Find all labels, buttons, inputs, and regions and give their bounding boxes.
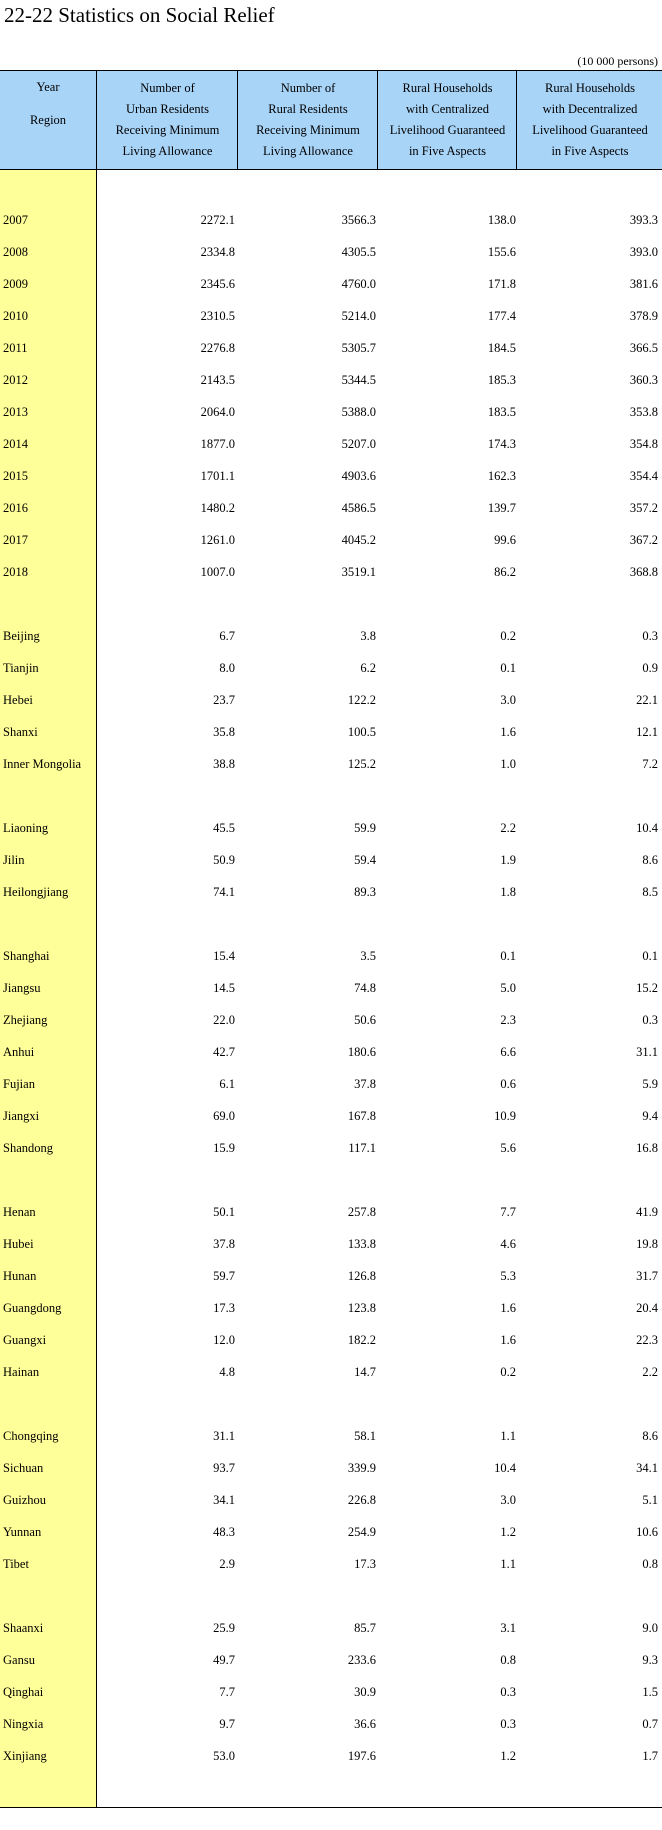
table-row bbox=[0, 1331, 662, 1351]
cell-value: 6.6 bbox=[500, 1045, 516, 1059]
table-row bbox=[0, 531, 662, 551]
table-row bbox=[0, 1523, 662, 1543]
table-row bbox=[0, 1043, 662, 1063]
table-row bbox=[0, 883, 662, 903]
cell-value: 17.3 bbox=[354, 1557, 376, 1571]
cell-value: 125.2 bbox=[347, 757, 376, 771]
cell-value: 8.6 bbox=[642, 853, 658, 867]
row-label: Shaanxi bbox=[3, 1621, 44, 1635]
cell-value: 14.5 bbox=[213, 981, 235, 995]
table-row bbox=[0, 339, 662, 359]
cell-value: 3519.1 bbox=[341, 565, 376, 579]
row-label: 2014 bbox=[3, 437, 28, 451]
cell-value: 4586.5 bbox=[341, 501, 376, 515]
table-row bbox=[0, 1363, 662, 1383]
row-label: Guangxi bbox=[3, 1333, 47, 1347]
cell-value: 19.8 bbox=[636, 1237, 658, 1251]
row-label: Henan bbox=[3, 1205, 36, 1219]
row-label: Shandong bbox=[3, 1141, 53, 1155]
row-label: 2008 bbox=[3, 245, 28, 259]
table-row bbox=[0, 499, 662, 519]
cell-value: 1.2 bbox=[500, 1749, 516, 1763]
statistics-table bbox=[0, 70, 662, 1808]
cell-value: 25.9 bbox=[213, 1621, 235, 1635]
row-label: Anhui bbox=[3, 1045, 35, 1059]
table-bottom-border bbox=[0, 1807, 662, 1808]
header-line: Livelihood Guaranteed bbox=[389, 123, 506, 137]
cell-value: 339.9 bbox=[347, 1461, 376, 1475]
header-region: Region bbox=[29, 112, 67, 127]
cell-value: 89.3 bbox=[354, 885, 376, 899]
cell-value: 0.1 bbox=[500, 661, 516, 675]
cell-value: 2.2 bbox=[500, 821, 516, 835]
cell-value: 42.7 bbox=[213, 1045, 235, 1059]
cell-value: 233.6 bbox=[347, 1653, 376, 1667]
cell-value: 155.6 bbox=[487, 245, 516, 259]
cell-value: 74.1 bbox=[213, 885, 235, 899]
cell-value: 22.3 bbox=[636, 1333, 658, 1347]
cell-value: 86.2 bbox=[494, 565, 516, 579]
table-row bbox=[0, 1747, 662, 1767]
cell-value: 0.3 bbox=[642, 1013, 658, 1027]
cell-value: 2.9 bbox=[219, 1557, 235, 1571]
cell-value: 22.1 bbox=[636, 693, 658, 707]
row-label: 2012 bbox=[3, 373, 28, 387]
cell-value: 49.7 bbox=[213, 1653, 235, 1667]
cell-value: 8.6 bbox=[642, 1429, 658, 1443]
cell-value: 2.3 bbox=[500, 1013, 516, 1027]
cell-value: 4903.6 bbox=[341, 469, 376, 483]
cell-value: 393.0 bbox=[629, 245, 658, 259]
table-row bbox=[0, 1203, 662, 1223]
row-label: 2010 bbox=[3, 309, 28, 323]
table-row bbox=[0, 275, 662, 295]
cell-value: 1.1 bbox=[500, 1557, 516, 1571]
row-label: Shanghai bbox=[3, 949, 50, 963]
cell-value: 354.8 bbox=[629, 437, 658, 451]
cell-value: 167.8 bbox=[347, 1109, 376, 1123]
cell-value: 5207.0 bbox=[341, 437, 376, 451]
row-label: Hubei bbox=[3, 1237, 34, 1251]
cell-value: 9.4 bbox=[642, 1109, 658, 1123]
cell-value: 4760.0 bbox=[341, 277, 376, 291]
cell-value: 99.6 bbox=[494, 533, 516, 547]
cell-value: 117.1 bbox=[348, 1141, 376, 1155]
row-label: Guizhou bbox=[3, 1493, 47, 1507]
cell-value: 226.8 bbox=[347, 1493, 376, 1507]
cell-value: 4.8 bbox=[219, 1365, 235, 1379]
cell-value: 0.1 bbox=[500, 949, 516, 963]
table-row bbox=[0, 403, 662, 423]
cell-value: 393.3 bbox=[629, 213, 658, 227]
table-row bbox=[0, 1555, 662, 1575]
header-year-region bbox=[0, 71, 96, 169]
cell-value: 6.2 bbox=[360, 661, 376, 675]
cell-value: 0.3 bbox=[500, 1717, 516, 1731]
header-line: Number of bbox=[280, 81, 336, 95]
table-row bbox=[0, 1491, 662, 1511]
cell-value: 31.1 bbox=[636, 1045, 658, 1059]
cell-value: 10.9 bbox=[494, 1109, 516, 1123]
row-label: 2009 bbox=[3, 277, 28, 291]
table-row bbox=[0, 467, 662, 487]
cell-value: 10.6 bbox=[636, 1525, 658, 1539]
cell-value: 0.1 bbox=[642, 949, 658, 963]
cell-value: 0.2 bbox=[500, 629, 516, 643]
cell-value: 50.1 bbox=[213, 1205, 235, 1219]
table-row bbox=[0, 1299, 662, 1319]
cell-value: 2334.8 bbox=[200, 245, 235, 259]
cell-value: 2276.8 bbox=[200, 341, 235, 355]
cell-value: 31.1 bbox=[213, 1429, 235, 1443]
cell-value: 0.3 bbox=[500, 1685, 516, 1699]
row-label: Hunan bbox=[3, 1269, 37, 1283]
table-row bbox=[0, 947, 662, 967]
table-row bbox=[0, 1715, 662, 1735]
cell-value: 5344.5 bbox=[341, 373, 376, 387]
page-title: 22-22 Statistics on Social Relief bbox=[4, 3, 275, 27]
cell-value: 14.7 bbox=[354, 1365, 376, 1379]
header-line: Rural Residents bbox=[268, 102, 348, 116]
cell-value: 353.8 bbox=[629, 405, 658, 419]
table-row bbox=[0, 1683, 662, 1703]
cell-value: 37.8 bbox=[354, 1077, 376, 1091]
cell-value: 1.6 bbox=[500, 1333, 516, 1347]
row-label: Qinghai bbox=[3, 1685, 44, 1699]
row-label: 2011 bbox=[3, 341, 28, 355]
cell-value: 20.4 bbox=[636, 1301, 658, 1315]
header-line: Receiving Minimum bbox=[256, 123, 360, 137]
row-label: Yunnan bbox=[3, 1525, 42, 1539]
header-line: Rural Households bbox=[545, 81, 635, 95]
cell-value: 5.9 bbox=[642, 1077, 658, 1091]
cell-value: 85.7 bbox=[354, 1621, 376, 1635]
cell-value: 1.7 bbox=[642, 1749, 658, 1763]
cell-value: 8.0 bbox=[219, 661, 235, 675]
cell-value: 41.9 bbox=[636, 1205, 658, 1219]
table-row bbox=[0, 819, 662, 839]
cell-value: 5388.0 bbox=[341, 405, 376, 419]
cell-value: 15.9 bbox=[213, 1141, 235, 1155]
header-line: Number of bbox=[140, 81, 195, 95]
header-line: Urban Residents bbox=[126, 102, 209, 116]
cell-value: 354.4 bbox=[629, 469, 658, 483]
cell-value: 1.9 bbox=[500, 853, 516, 867]
cell-value: 23.7 bbox=[213, 693, 235, 707]
cell-value: 36.6 bbox=[354, 1717, 376, 1731]
cell-value: 8.5 bbox=[642, 885, 658, 899]
cell-value: 0.6 bbox=[500, 1077, 516, 1091]
cell-value: 257.8 bbox=[347, 1205, 376, 1219]
table-row bbox=[0, 851, 662, 871]
cell-value: 3566.3 bbox=[341, 213, 376, 227]
table-row bbox=[0, 627, 662, 647]
cell-value: 0.9 bbox=[642, 661, 658, 675]
header-rural-residents bbox=[237, 71, 378, 169]
row-label: Jilin bbox=[3, 853, 25, 867]
cell-value: 381.6 bbox=[629, 277, 658, 291]
table-row bbox=[0, 755, 662, 775]
cell-value: 100.5 bbox=[347, 725, 376, 739]
cell-value: 254.9 bbox=[347, 1525, 376, 1539]
table-row bbox=[0, 1139, 662, 1159]
table-row bbox=[0, 659, 662, 679]
cell-value: 162.3 bbox=[487, 469, 516, 483]
cell-value: 5214.0 bbox=[341, 309, 376, 323]
table-row bbox=[0, 1619, 662, 1639]
cell-value: 0.8 bbox=[500, 1653, 516, 1667]
row-label: Liaoning bbox=[3, 821, 49, 835]
row-label: Shanxi bbox=[3, 725, 38, 739]
table-row bbox=[0, 1075, 662, 1095]
cell-value: 1.5 bbox=[642, 1685, 658, 1699]
cell-value: 9.3 bbox=[642, 1653, 658, 1667]
row-label: Heilongjiang bbox=[3, 885, 69, 899]
cell-value: 22.0 bbox=[213, 1013, 235, 1027]
header-line: in Five Aspects bbox=[408, 144, 487, 158]
table-row bbox=[0, 979, 662, 999]
header-line: with Decentralized bbox=[542, 102, 638, 116]
cell-value: 367.2 bbox=[629, 533, 658, 547]
row-label: Guangdong bbox=[3, 1301, 62, 1315]
cell-value: 378.9 bbox=[629, 309, 658, 323]
cell-value: 0.8 bbox=[642, 1557, 658, 1571]
cell-value: 139.7 bbox=[487, 501, 516, 515]
row-label: Beijing bbox=[3, 629, 40, 643]
cell-value: 185.3 bbox=[487, 373, 516, 387]
cell-value: 5.6 bbox=[500, 1141, 516, 1155]
cell-value: 1007.0 bbox=[200, 565, 235, 579]
cell-value: 1.6 bbox=[500, 1301, 516, 1315]
cell-value: 5305.7 bbox=[341, 341, 376, 355]
row-label: Tibet bbox=[3, 1557, 29, 1571]
header-urban-residents bbox=[96, 71, 238, 169]
cell-value: 34.1 bbox=[636, 1461, 658, 1475]
cell-value: 5.3 bbox=[500, 1269, 516, 1283]
cell-value: 2310.5 bbox=[200, 309, 235, 323]
cell-value: 1.2 bbox=[500, 1525, 516, 1539]
row-label: Jiangxi bbox=[3, 1109, 40, 1123]
cell-value: 69.0 bbox=[213, 1109, 235, 1123]
cell-value: 50.6 bbox=[354, 1013, 376, 1027]
cell-value: 16.8 bbox=[636, 1141, 658, 1155]
cell-value: 3.5 bbox=[360, 949, 376, 963]
cell-value: 174.3 bbox=[487, 437, 516, 451]
cell-value: 180.6 bbox=[347, 1045, 376, 1059]
table-row bbox=[0, 1267, 662, 1287]
header-line: Livelihood Guaranteed bbox=[532, 123, 648, 137]
header-line: with Centralized bbox=[406, 102, 489, 116]
cell-value: 138.0 bbox=[487, 213, 516, 227]
cell-value: 184.5 bbox=[487, 341, 516, 355]
cell-value: 15.4 bbox=[213, 949, 235, 963]
cell-value: 171.8 bbox=[487, 277, 516, 291]
header-line: Receiving Minimum bbox=[115, 123, 220, 137]
header-line: Living Allowance bbox=[122, 144, 213, 158]
cell-value: 59.4 bbox=[354, 853, 376, 867]
cell-value: 133.8 bbox=[347, 1237, 376, 1251]
row-label: 2013 bbox=[3, 405, 28, 419]
table-row bbox=[0, 1235, 662, 1255]
cell-value: 4.6 bbox=[500, 1237, 516, 1251]
cell-value: 2064.0 bbox=[200, 405, 235, 419]
cell-value: 182.2 bbox=[347, 1333, 376, 1347]
cell-value: 357.2 bbox=[629, 501, 658, 515]
cell-value: 59.9 bbox=[354, 821, 376, 835]
cell-value: 1701.1 bbox=[200, 469, 235, 483]
table-row bbox=[0, 371, 662, 391]
row-label: Inner Mongolia bbox=[3, 757, 82, 771]
cell-value: 5.0 bbox=[500, 981, 516, 995]
header-line: Living Allowance bbox=[263, 144, 353, 158]
cell-value: 1480.2 bbox=[200, 501, 235, 515]
cell-value: 10.4 bbox=[494, 1461, 516, 1475]
cell-value: 10.4 bbox=[636, 821, 658, 835]
row-label: Jiangsu bbox=[3, 981, 41, 995]
cell-value: 123.8 bbox=[347, 1301, 376, 1315]
header-centralized bbox=[377, 71, 517, 169]
table-row bbox=[0, 1459, 662, 1479]
header-year: Year bbox=[36, 80, 60, 94]
cell-value: 2143.5 bbox=[200, 373, 235, 387]
cell-value: 15.2 bbox=[636, 981, 658, 995]
cell-value: 1.1 bbox=[500, 1429, 516, 1443]
row-label: Hainan bbox=[3, 1365, 40, 1379]
row-label: Zhejiang bbox=[3, 1013, 48, 1027]
row-label: 2007 bbox=[3, 213, 28, 227]
cell-value: 360.3 bbox=[629, 373, 658, 387]
cell-value: 126.8 bbox=[347, 1269, 376, 1283]
table-row bbox=[0, 307, 662, 327]
cell-value: 9.0 bbox=[642, 1621, 658, 1635]
cell-value: 9.7 bbox=[219, 1717, 235, 1731]
cell-value: 48.3 bbox=[213, 1525, 235, 1539]
cell-value: 368.8 bbox=[629, 565, 658, 579]
cell-value: 6.1 bbox=[219, 1077, 235, 1091]
cell-value: 2272.1 bbox=[200, 213, 235, 227]
cell-value: 38.8 bbox=[213, 757, 235, 771]
cell-value: 45.5 bbox=[213, 821, 235, 835]
table-row bbox=[0, 1011, 662, 1031]
cell-value: 35.8 bbox=[213, 725, 235, 739]
cell-value: 1877.0 bbox=[200, 437, 235, 451]
cell-value: 4045.2 bbox=[341, 533, 376, 547]
row-label: Xinjiang bbox=[3, 1749, 47, 1763]
cell-value: 58.1 bbox=[354, 1429, 376, 1443]
table-row bbox=[0, 691, 662, 711]
cell-value: 183.5 bbox=[487, 405, 516, 419]
table-row bbox=[0, 435, 662, 455]
cell-value: 0.7 bbox=[642, 1717, 658, 1731]
row-label: Gansu bbox=[3, 1653, 35, 1667]
cell-value: 122.2 bbox=[347, 693, 376, 707]
cell-value: 12.1 bbox=[636, 725, 658, 739]
cell-value: 7.2 bbox=[642, 757, 658, 771]
row-label: Fujian bbox=[3, 1077, 35, 1091]
row-label: Sichuan bbox=[3, 1461, 44, 1475]
cell-value: 34.1 bbox=[213, 1493, 235, 1507]
cell-value: 7.7 bbox=[500, 1205, 516, 1219]
row-label: Hebei bbox=[3, 693, 33, 707]
row-label: Tianjin bbox=[3, 661, 39, 675]
cell-value: 12.0 bbox=[213, 1333, 235, 1347]
table-row bbox=[0, 211, 662, 231]
cell-value: 197.6 bbox=[347, 1749, 376, 1763]
row-label: 2016 bbox=[3, 501, 28, 515]
cell-value: 37.8 bbox=[213, 1237, 235, 1251]
cell-value: 3.0 bbox=[500, 1493, 516, 1507]
unit-label: (10 000 persons) bbox=[577, 54, 658, 68]
table-row bbox=[0, 1427, 662, 1447]
cell-value: 31.7 bbox=[636, 1269, 658, 1283]
cell-value: 74.8 bbox=[354, 981, 376, 995]
cell-value: 0.2 bbox=[500, 1365, 516, 1379]
row-label: Ningxia bbox=[3, 1717, 44, 1731]
cell-value: 3.1 bbox=[500, 1621, 516, 1635]
cell-value: 2345.6 bbox=[200, 277, 235, 291]
cell-value: 1.8 bbox=[500, 885, 516, 899]
cell-value: 7.7 bbox=[219, 1685, 235, 1699]
table-row bbox=[0, 723, 662, 743]
header-line: in Five Aspects bbox=[551, 144, 629, 158]
row-label: 2017 bbox=[3, 533, 28, 547]
table-row bbox=[0, 1651, 662, 1671]
cell-value: 0.3 bbox=[642, 629, 658, 643]
table-row bbox=[0, 563, 662, 583]
cell-value: 53.0 bbox=[213, 1749, 235, 1763]
cell-value: 1261.0 bbox=[200, 533, 235, 547]
cell-value: 59.7 bbox=[213, 1269, 235, 1283]
cell-value: 17.3 bbox=[213, 1301, 235, 1315]
table-row bbox=[0, 243, 662, 263]
cell-value: 4305.5 bbox=[341, 245, 376, 259]
cell-value: 366.5 bbox=[629, 341, 658, 355]
cell-value: 5.1 bbox=[642, 1493, 658, 1507]
cell-value: 3.0 bbox=[500, 693, 516, 707]
header-decentralized bbox=[516, 71, 662, 169]
table-header bbox=[0, 70, 662, 170]
cell-value: 2.2 bbox=[642, 1365, 658, 1379]
cell-value: 93.7 bbox=[213, 1461, 235, 1475]
cell-value: 50.9 bbox=[213, 853, 235, 867]
cell-value: 1.0 bbox=[500, 757, 516, 771]
cell-value: 1.6 bbox=[500, 725, 516, 739]
row-label: 2018 bbox=[3, 565, 28, 579]
cell-value: 6.7 bbox=[219, 629, 235, 643]
header-line: Rural Households bbox=[402, 81, 493, 95]
row-label: 2015 bbox=[3, 469, 28, 483]
table-row bbox=[0, 1107, 662, 1127]
cell-value: 177.4 bbox=[487, 309, 516, 323]
cell-value: 30.9 bbox=[354, 1685, 376, 1699]
row-label: Chongqing bbox=[3, 1429, 59, 1443]
cell-value: 3.8 bbox=[360, 629, 376, 643]
